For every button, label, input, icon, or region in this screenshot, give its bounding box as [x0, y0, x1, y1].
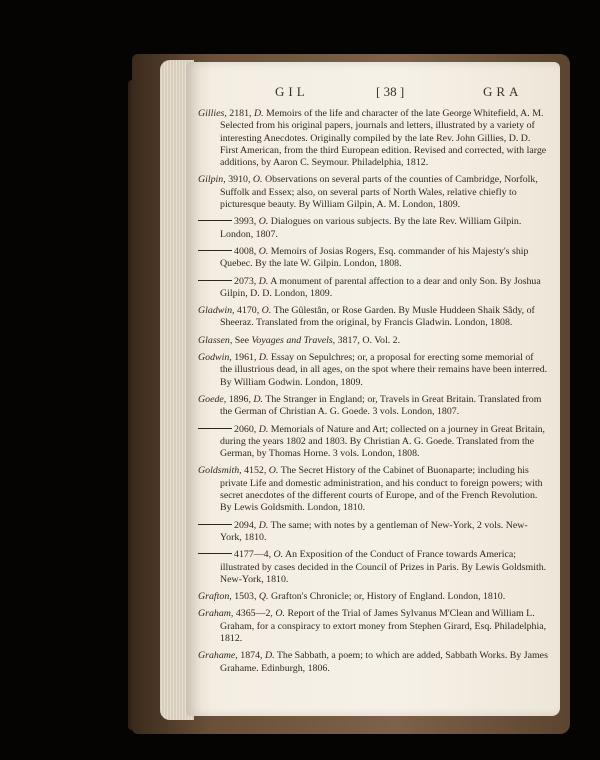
catalog-entry — [198, 352, 548, 389]
entry-text: Observations on several parts of the counties of Cambridge, Norfolk, Suffolk and Essex; also, on several parts of North Wales, relative chiefly to picturesque beauty. By William Gilpin, A. M. London, 1809. — [220, 174, 538, 211]
entry-text: The Stranger in England; or, Travels in Great Britain. Translated from the German of Christian A. G. Goede. 3 vols. London, 1807. — [220, 393, 542, 418]
entry-number: 3993, — [234, 216, 257, 228]
catalog-entry — [198, 335, 548, 347]
entry-format: O. — [252, 174, 263, 186]
entry-text: The Sabbath, a poem; to which are added, Sabbath Works. By James Grahame. Edinburgh, 1806. — [220, 650, 548, 674]
entry-format: D. — [253, 393, 264, 405]
entry-text: Essay on Sepulchres; or, a proposal for erecting some memorial of the illustrious dead, in all ages, on the spot where their remains have been interred. By William Godwin. London, 1809. — [220, 352, 548, 388]
catalog-entry — [198, 424, 548, 461]
entry-number: 2181, — [229, 108, 252, 119]
entry-number: 2060, — [234, 423, 257, 435]
header-right: GRA — [483, 84, 523, 99]
page-number: [ 38 ] — [376, 84, 405, 99]
entry-number: 4177—4, — [234, 549, 272, 561]
ditto-dash — [198, 428, 232, 429]
catalog-entry — [198, 216, 548, 241]
catalog-entries — [198, 108, 548, 680]
entry-head: Gladwin, — [198, 305, 235, 317]
catalog-entry — [198, 108, 548, 169]
catalog-entry — [198, 549, 548, 586]
entry-number: 1874, — [240, 650, 263, 662]
catalog-entry — [198, 394, 548, 419]
catalog-entry — [198, 305, 548, 330]
entry-head: Gillies, — [198, 108, 227, 119]
catalog-entry — [198, 650, 548, 675]
entry-format: D. — [258, 423, 269, 435]
entry-text: Memoirs of the life and character of the late George Whitefield, A. M. Selected from his original papers, journals and letters, illustrated by a variety of interesting Anecdotes. Originally compiled by the late Rev. John Gillies, D. D. First American, from the third European edition. Revised and corrected, with large additions, by Aaron C. Seymour. Philadelphia, 1812. — [220, 108, 547, 169]
entry-text: Grafton's Chronicle; or, History of England. London, 1810. — [270, 591, 506, 603]
entry-number: 4152, — [244, 465, 267, 477]
entry-head: Grafton, — [198, 591, 232, 603]
entry-number: 4365—2, — [235, 608, 273, 620]
running-header — [80, 84, 523, 106]
entry-text: A monument of parental affection to a dear and only Son. By Joshua Gilpin, D. D. London, 1809. — [220, 275, 541, 299]
entry-number: 2094, — [234, 519, 257, 531]
entry-head: Graham, — [198, 608, 234, 620]
entry-text: The Gûlestân, or Rose Garden. By Musle Huddeen Shaik Sâdy, of Sheeraz. Translated from the original, by Francis Gladwin. London, 1808. — [220, 305, 535, 329]
catalog-entry — [198, 520, 548, 545]
entry-head: Gilpin, — [198, 174, 226, 186]
entry-head: Grahame, — [198, 650, 238, 662]
catalog-entry — [198, 591, 548, 603]
catalog-entry — [198, 174, 548, 211]
entry-text: The same; with notes by a gentleman of New-York, 2 vols. New-York, 1810. — [220, 519, 528, 543]
entry-text: Report of the Trial of James Sylvanus M'Clean and William L. Graham, for a conspiracy to extort money from Stephen Girard, Esq. Philadelphia, 1812. — [220, 608, 547, 644]
catalog-entry — [198, 276, 548, 301]
entry-format: D. — [264, 650, 275, 662]
entry-format: D. — [258, 519, 269, 531]
entry-format: O. — [273, 549, 284, 561]
entry-format: Q. — [258, 591, 269, 603]
catalog-entry — [198, 246, 548, 271]
entry-number: 1961, — [234, 352, 257, 364]
ditto-dash — [198, 250, 232, 251]
entry-format: O. — [258, 216, 269, 228]
entry-format: O. — [275, 608, 285, 620]
entry-head: Goldsmith, — [198, 465, 242, 477]
entry-text: An Exposition of the Conduct of France towards America; illustrated by cases decided in the Council of Prizes in Paris. By Lewis Goldsmith. New-York, 1810. — [220, 549, 547, 585]
entry-format: O. — [268, 465, 279, 477]
ditto-dash — [198, 280, 232, 281]
header-left: GIL — [275, 84, 309, 99]
entry-format: O. — [261, 305, 272, 317]
ditto-dash — [198, 220, 232, 221]
entry-format: O. — [258, 245, 269, 257]
entry-format: D. — [258, 352, 269, 364]
entry-format: D. — [253, 108, 264, 119]
ditto-dash — [198, 553, 232, 554]
entry-text: Memoirs of Josias Rogers, Esq. commander of his Majesty's ship Quebec. By the late W. Gilpin. London, 1808. — [220, 245, 529, 270]
entry-number: 4170, — [236, 305, 260, 317]
entry-number: See — [234, 334, 250, 346]
entry-number: 4008, — [234, 245, 257, 257]
catalog-entry — [198, 465, 548, 514]
entry-text: Memorials of Nature and Art; collected on a journey in Great Britain, during the years 1802 and 1803. By Christian A. G. Goede. Translated from the German, by Thomas Horne. 3 vols. London, 1808. — [220, 423, 545, 460]
ditto-dash — [198, 524, 232, 525]
entry-number: 1896, — [228, 393, 251, 405]
entry-text: Dialogues on various subjects. By the late Rev. William Gilpin. London, 1807. — [220, 216, 522, 240]
entry-head: Glassen, — [198, 334, 233, 346]
entry-cross-reference: Voyages and Travels, — [251, 334, 336, 346]
entry-number: 1503, — [234, 591, 257, 603]
entry-format: D. — [258, 275, 269, 287]
catalog-entry — [198, 608, 548, 645]
entry-head: Godwin, — [198, 352, 232, 364]
entry-text: The Secret History of the Cabinet of Buonaparte; including his private Life and domestic administration, and his conduct to foreign powers; with secret anecdotes of the different courts of Europe, and of the French Revolution. By Lewis Goldsmith. London, 1810. — [220, 465, 543, 514]
entry-number: 2073, — [234, 275, 257, 287]
entry-number: 3910, — [228, 174, 251, 186]
entry-text: 3817, O. Vol. 2. — [337, 334, 401, 346]
entry-head: Goede, — [198, 393, 227, 405]
